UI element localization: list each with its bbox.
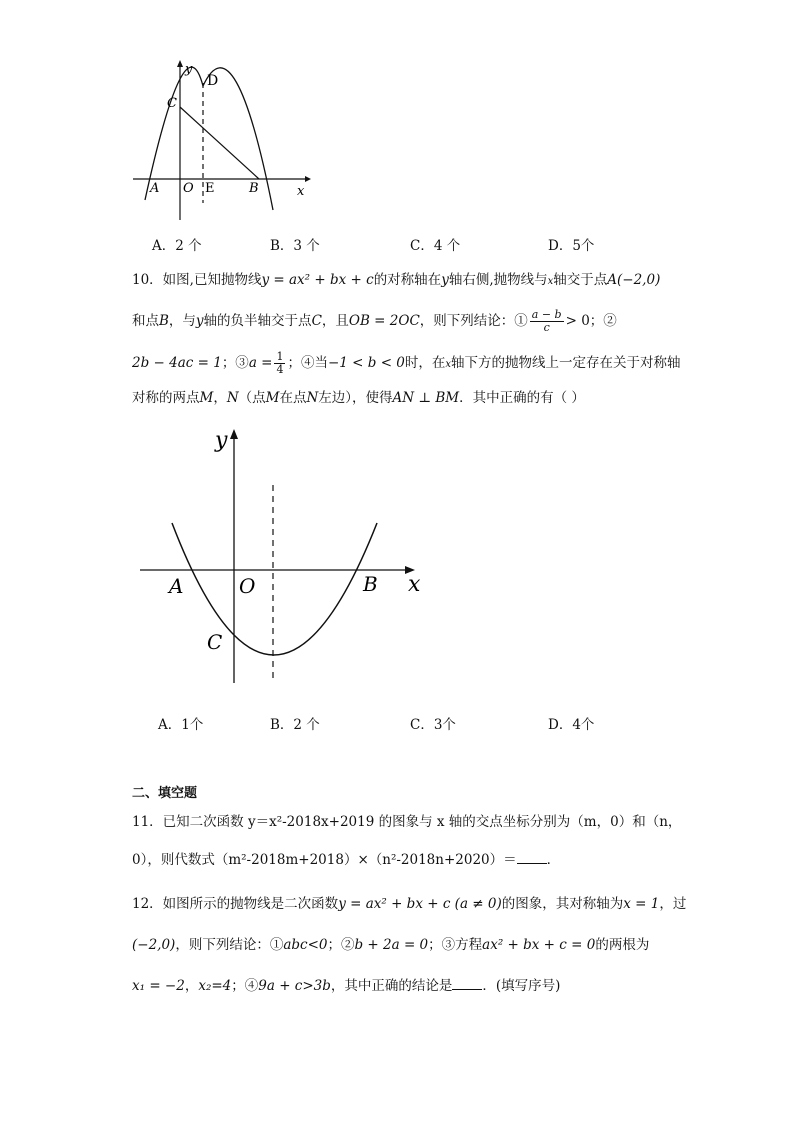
section-title-fill-in: 二、填空题 (132, 786, 198, 801)
q12-answer-blank[interactable] (452, 977, 482, 990)
figure-2-parabola (135, 425, 430, 690)
q10-line-3: 2b − 4ac = 1；③a = $\frac{1}{4}$ ；④当−1 < b < 0时，在x轴下方的抛物线上一定存在关于对称轴 (132, 350, 681, 376)
q10-line-2: 和点B，与y轴的负半轴交于点C，且OB = 2OC，则下列结论：① $\frac{a - b}{c}$ > 0；② (132, 308, 617, 334)
label-x: x (408, 572, 421, 597)
label-C: C (167, 96, 177, 111)
label-A: A (150, 181, 160, 196)
q9-option-d[interactable]: D．5个 (548, 238, 595, 254)
q10-line-4: 对称的两点M，N（点M在点N左边），使得AN ⊥ BM．其中正确的有（ ） (132, 390, 585, 406)
q11-line-1: 11．已知二次函数 y＝x²-2018x+2019 的图象与 x 轴的交点坐标分别为（m，0）和（n， (132, 814, 682, 830)
q12-line-1: 12．如图所示的抛物线是二次函数y = ax² + bx + c (a ≠ 0)的图象，其对称轴为x = 1，过 (132, 896, 687, 912)
label-E: E (205, 181, 215, 196)
label-O: O (183, 181, 194, 196)
q9-option-b[interactable]: B．3 个 (270, 238, 320, 254)
q12-line-2: (−2,0)，则下列结论：①abc<0；②b + 2a = 0；③方程ax² + bx + c = 0的两根为 (132, 937, 650, 953)
y-axis-arrow (230, 429, 238, 439)
label-B: B (363, 572, 378, 596)
label-C: C (207, 630, 223, 654)
figure-1-parabola (125, 55, 315, 225)
q9-option-a[interactable]: A．2 个 (152, 238, 202, 254)
y-axis-arrow (177, 60, 183, 67)
parabola-curve (172, 523, 377, 655)
q10-line-1: 10．如图,已知抛物线y = ax² + bx + c的对称轴在y轴右侧,抛物线与x轴交于点A(−2,0) (132, 272, 661, 288)
q11-line-2: 0），则代数式（m²-2018m+2018）×（n²-2018n+2020）＝ ． (132, 852, 561, 868)
fraction-a-minus-b-over-c: $\frac{a - b}{c}$ (531, 308, 562, 334)
q11-answer-blank[interactable] (517, 851, 547, 864)
label-y: y (215, 428, 228, 453)
q10-option-c[interactable]: C．3个 (410, 717, 456, 733)
label-D: D (207, 73, 219, 89)
x-axis-arrow (305, 176, 311, 182)
q10-option-d[interactable]: D．4个 (548, 717, 595, 733)
label-A: A (169, 574, 184, 598)
label-O: O (239, 574, 256, 598)
q10-option-a[interactable]: A．1个 (158, 717, 204, 733)
q12-line-3: x₁ = −2，x₂=4；④9a + c>3b，其中正确的结论是 ．(填写序号) (132, 978, 561, 994)
label-x: x (297, 184, 305, 199)
q10-option-b[interactable]: B．2 个 (270, 717, 320, 733)
q9-option-c[interactable]: C．4 个 (410, 238, 461, 254)
label-B: B (249, 181, 259, 196)
segment-cb (180, 107, 259, 179)
label-y: y (185, 62, 193, 77)
fraction-one-quarter: $\frac{1}{4}$ (276, 350, 284, 376)
